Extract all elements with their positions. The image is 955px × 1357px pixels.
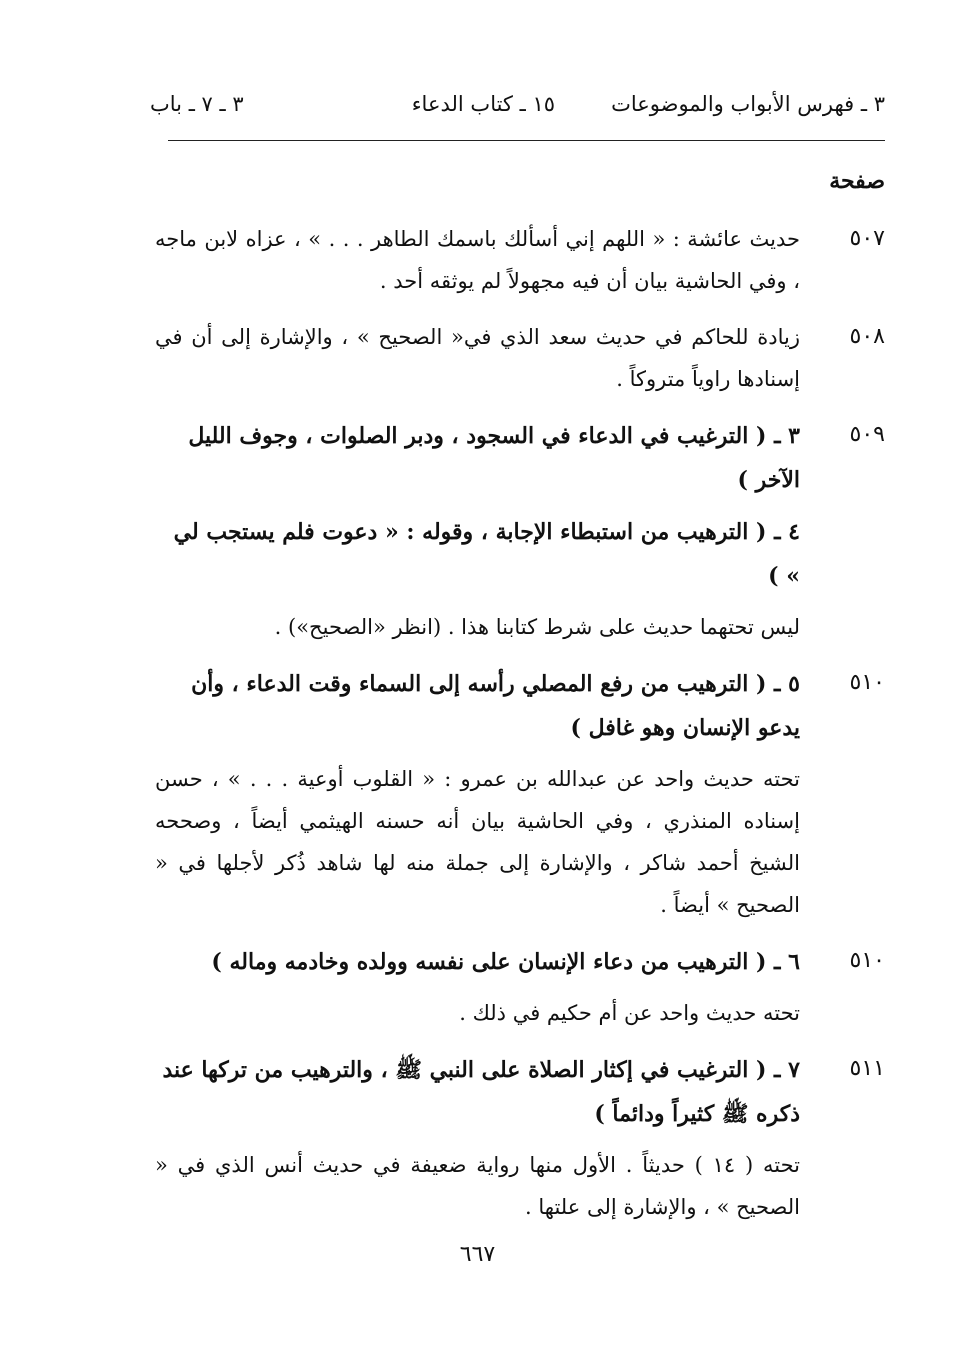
chapter-heading: ٦ ـ ( الترهيب من دعاء الإنسان على نفسه وولده وخادمه وماله ) [211,949,800,975]
entry-page-number: ٥٠٩ [849,422,885,447]
entry-page-number: ٥١٠ [849,670,885,695]
chapter-heading: ٧ ـ ( الترغيب في إكثار الصلاة على النبي ﷺ ، والترهيب من تركها عند ذكره ﷺ كثيراً ودائماً ) [162,1057,800,1127]
header-book-title: ١٥ ـ كتاب الدعاء [411,92,555,116]
page-column-label: صفحة [829,168,885,194]
entry-text: حديث عائشة : « اللهم إني أسألك باسمك الطاهر . . . » ، عزاه لابن ماجه ، وفي الحاشية بيان أن فيه مجهولاً لم يوثقه أحد . [155,227,800,293]
chapter-heading: ٣ ـ ( الترغيب في الدعاء في السجود ، ودبر الصلوات ، وجوف الليل الآخر ) [188,423,800,493]
entry-page-number: ٥٠٨ [849,324,885,349]
header-divider [168,140,885,141]
index-entry [155,1048,885,1228]
index-entries [155,218,885,1242]
index-entry [155,940,885,1034]
index-entry [155,662,885,926]
entry-note: تحته حديث واحد عن عبدالله بن عمرو : « القلوب أوعية . . . » ، حسن إسناده المنذري ، وفي الحاشية بيان أنه حسنه الهيثمي أيضاً ، وصححه الشيخ أحمد شاكر ، والإشارة إلى جملة منه لها شاهد ذُكر لأجلها في « الصحيح » أيضاً . [155,767,800,917]
header-section-title: ٣ ـ فهرس الأبواب والموضوعات [611,92,885,116]
entry-text: زيادة للحاكم في حديث سعد الذي في« الصحيح » ، والإشارة إلى أن في إسنادها راوياً متروكاً . [155,325,800,391]
entry-page-number: ٥٠٧ [849,226,885,251]
entry-page-number: ٥١١ [849,1056,885,1081]
entry-note: تحته ( ١٤ ) حديثاً . الأول منها رواية ضعيفة في حديث أنس الذي في « الصحيح » ، والإشارة إلى علتها . [155,1153,800,1219]
entry-note: تحته حديث واحد عن أم حكيم في ذلك . [459,1001,800,1025]
entry-note: ليس تحتهما حديث على شرط كتابنا هذا . (انظر «الصحيح») . [274,615,800,639]
page-folio-number: ٦٦٧ [459,1242,496,1267]
chapter-heading: ٤ ـ ( الترهيب من استبطاء الإجابة ، وقوله : « دعوت فلم يستجب لي » ) [173,519,800,589]
running-header [150,92,885,126]
entry-page-number: ٥١٠ [849,948,885,973]
chapter-heading: ٥ ـ ( الترهيب من رفع المصلي رأسه إلى السماء وقت الدعاء ، وأن يدعو الإنسان وهو غافل ) [191,671,800,741]
index-entry [155,218,885,302]
index-entry [155,414,885,648]
index-entry [155,316,885,400]
header-chapter-ref: ٣ ـ ٧ ـ باب [150,92,244,116]
